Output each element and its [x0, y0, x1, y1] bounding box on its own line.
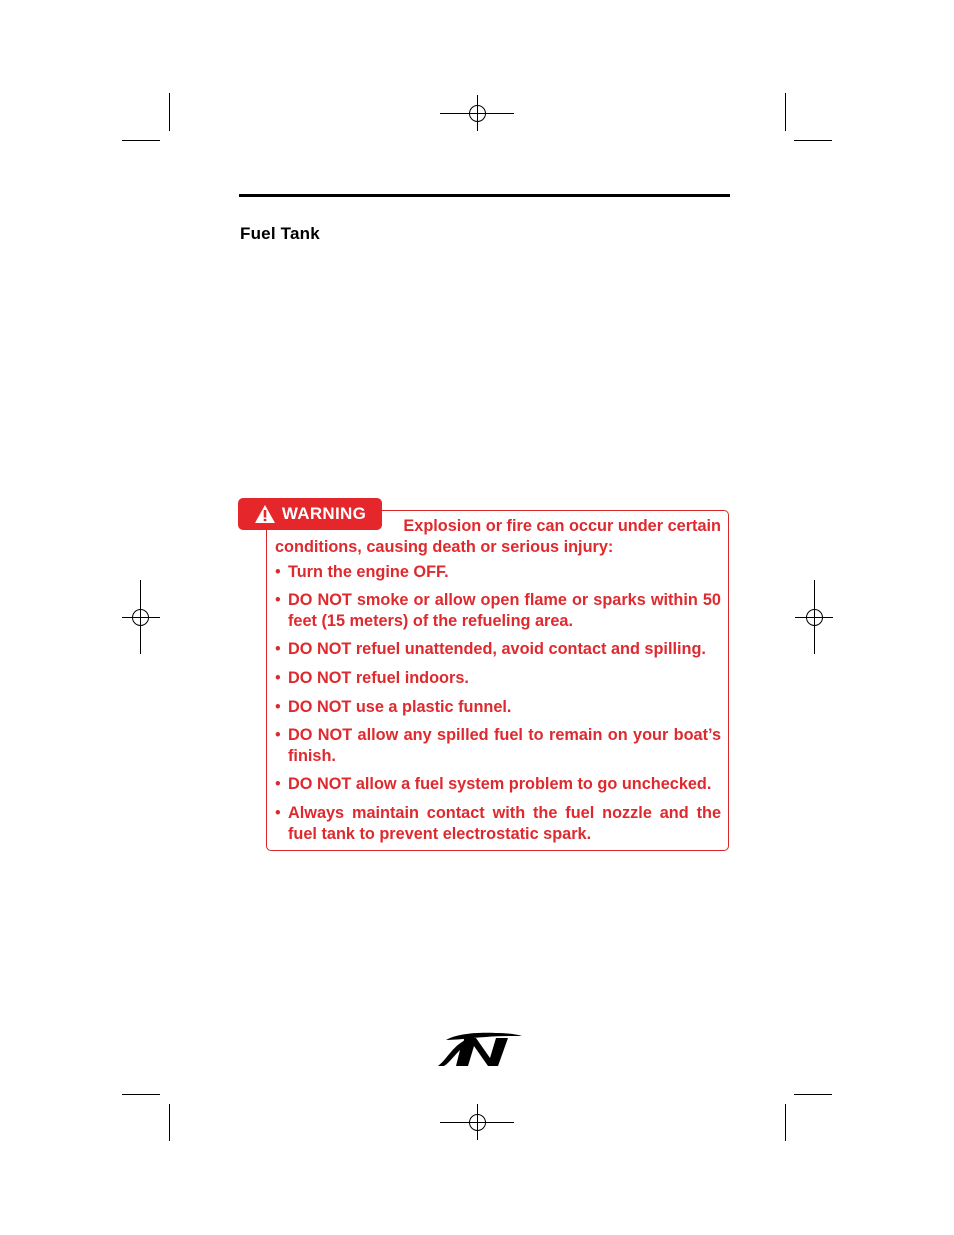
section-title: Fuel Tank [240, 224, 320, 243]
bullet-text: DO NOT use a plastic funnel. [288, 698, 512, 716]
bullet-text: Turn the engine OFF. [288, 563, 449, 581]
crop-mark-top-left-vertical [169, 93, 170, 131]
registration-top-circle [469, 105, 486, 122]
warning-label-text: WARNING [281, 504, 367, 523]
bullet-text: DO NOT refuel unattended, avoid contact and spilling. [288, 640, 706, 658]
warning-triangle-icon [254, 504, 276, 524]
bullet-symbol: • [275, 775, 281, 793]
crop-mark-top-right-vertical [785, 93, 786, 131]
warning-intro-line-1: Explosion or fire can occur under certain [403, 517, 721, 535]
bullet-symbol: • [275, 669, 281, 687]
bullet-text: DO NOT refuel indoors. [288, 669, 469, 687]
crop-mark-bottom-left-vertical [169, 1104, 170, 1141]
registration-left-circle [132, 609, 149, 626]
warning-bullet [275, 639, 721, 660]
bullet-symbol: • [275, 698, 281, 716]
warning-bullet [275, 590, 721, 632]
crop-mark-top-right-horizontal [794, 140, 832, 141]
bullet-text: DO NOT allow any spilled fuel to remain on your boat’s finish. [288, 726, 721, 765]
warning-bullet [275, 725, 721, 767]
registration-bottom-circle [469, 1114, 486, 1131]
bullet-symbol: • [275, 804, 281, 822]
warning-bullet [275, 697, 721, 718]
warning-bullet [275, 803, 721, 845]
warning-label [238, 498, 382, 530]
warning-bullet [275, 774, 721, 795]
bullet-symbol: • [275, 563, 281, 581]
bullet-text: DO NOT smoke or allow open flame or sparks within 50 feet (15 meters) of the refueling area. [288, 591, 721, 630]
crop-mark-top-left-horizontal [122, 140, 160, 141]
bullet-symbol: • [275, 591, 281, 609]
warning-bullet [275, 562, 721, 583]
crop-mark-bottom-right-horizontal [794, 1094, 832, 1095]
bullet-symbol: • [275, 726, 281, 744]
bullet-text: DO NOT allow a fuel system problem to go unchecked. [288, 775, 712, 793]
header-rule [239, 194, 730, 197]
brand-logo-n [436, 1030, 524, 1075]
bullet-symbol: • [275, 640, 281, 658]
crop-mark-bottom-left-horizontal [122, 1094, 160, 1095]
bullet-text: Always maintain contact with the fuel nozzle and the fuel tank to prevent electrostatic spark. [288, 804, 721, 843]
crop-mark-bottom-right-vertical [785, 1104, 786, 1141]
registration-right-circle [806, 609, 823, 626]
warning-intro-line-2: conditions, causing death or serious injury: [275, 538, 614, 556]
warning-bullet [275, 668, 721, 689]
